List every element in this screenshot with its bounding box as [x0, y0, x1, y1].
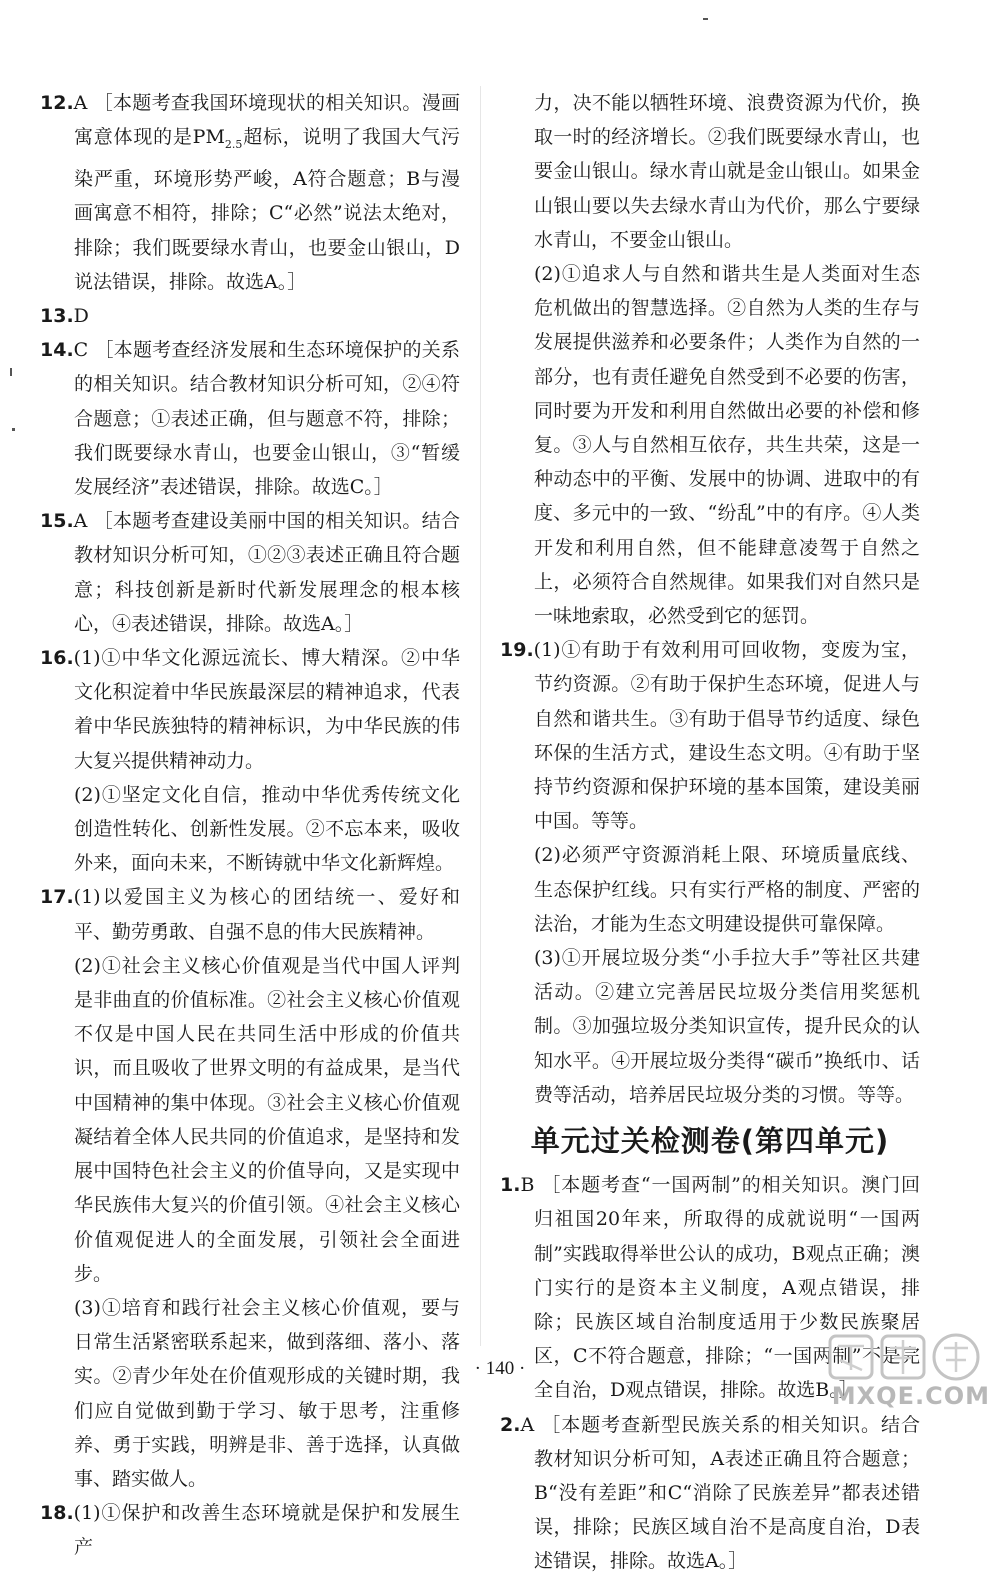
scan-mark — [703, 18, 708, 20]
question-number: 15. — [40, 510, 74, 533]
answer-text: (1)以爱国主义为核心的团结统一、爱好和平、勤劳勇敢、自强不息的伟大民族精神。 — [73, 886, 460, 943]
question-number: 16. — [40, 647, 74, 670]
question-number: 12. — [40, 92, 74, 114]
answer-text: B ［本题考查“一国两制”的相关知识。澳门回归祖国20年来，所取得的成就说明“一国两制”实践取得举世公认的成功，B观点正确；澳门实行的是资本主义制度，A观点错误，排除；民族区域自治制度适用于少数民族聚居区，C不符合题意，排除；“一国两制”不是完全自治，D观点错误，排除。故选B。］ — [520, 1174, 920, 1402]
answer-text: C ［本题考查经济发展和生态环境保护的关系的相关知识。结合教材知识分析可知，②④符合题意；①表述正确，但与题意不符，排除；我们既要绿水青山，也要金山银山，③“暂缓发展经济”表述错误，排除。故选C。］ — [73, 339, 460, 499]
left-column — [40, 86, 460, 1565]
answer-item-17 — [40, 880, 460, 948]
answer-item-14 — [40, 333, 460, 504]
answer-item-18 — [40, 1496, 460, 1564]
answer-subpart: (3)①培育和践行社会主义核心价值观，要与日常生活紧密联系起来，做到落细、落小、落实。②青少年处在价值观形成的关键时期，我们应自觉做到勤于学习、敏于思考，注重修养、勇于实践，明辨是非、善于选择，认真做事、踏实做人。 — [74, 1296, 460, 1490]
answer-text: (1)①有助于有效利用可回收物，变废为宝，节约资源。②有助于保护生态环境，促进人与自然和谐共生。③有助于倡导节约适度、绿色环保的生活方式，建设生态文明。④有助于坚持节约资源和保护环境的基本国策，建设美丽中国。等等。 — [533, 639, 920, 833]
answer-item-15 — [40, 504, 460, 641]
answer-text: (1)①中华文化源远流长、博大精深。②中华文化积淀着中华民族最深层的精神追求，代表着中华民族独特的精神标识，为中华民族的伟大复兴提供精神动力。 — [73, 647, 460, 772]
answer-item-16 — [40, 641, 460, 778]
answer-text: 超标，说明了我国大气污染严重，环境形势严峻，A符合题意；B与漫画寓意不相符，排除；C“必然”说法太绝对，排除；我们既要绿水青山，也要金山银山，D说法错误，排除。故选A。］ — [74, 126, 460, 293]
question-number: 13. — [40, 305, 74, 328]
subscript: 2.5 — [224, 138, 243, 151]
question-number: 1. — [500, 1174, 521, 1197]
answer-item-19 — [500, 633, 920, 838]
answer-text: A ［本题考查我国环境现状的相关知识。漫画寓意体现的是PM — [73, 92, 460, 149]
page-number: · 140 · — [474, 1358, 526, 1379]
answer-subpart: (2)①坚定文化自信，推动中华优秀传统文化创造性转化、创新性发展。②不忘本来，吸收外来，面向未来，不断铸就中华文化新辉煌。 — [74, 783, 460, 875]
answer-continuation: 力，决不能以牺牲环境、浪费资源为代价，换取一时的经济增长。②我们既要绿水青山，也要金山银山。绿水青山就是金山银山。如果金山银山要以失去绿水青山为代价，那么宁要绿水青山，不要金山银山。 — [534, 92, 920, 251]
question-number: 2. — [500, 1413, 521, 1436]
question-number: 18. — [40, 1502, 74, 1525]
column-divider — [480, 86, 481, 1346]
answer-text: (1)①保护和改善生态环境就是保护和发展生产 — [73, 1502, 460, 1559]
answer-item-13 — [40, 299, 460, 333]
answer-text: A ［本题考查新型民族关系的相关知识。结合教材知识分析可知，A表述正确且符合题意；B“没有差距”和C“消除了民族差异”都表述错误，排除；民族区域自治不是高度自治，D表述错误，排除。故选A。］ — [520, 1413, 920, 1573]
scan-mark — [10, 368, 12, 376]
answer-item-12 — [40, 86, 460, 299]
answer-subpart: (2)①社会主义核心价值观是当代中国人评判是非曲直的价值标准。②社会主义核心价值观不仅是中国人民在共同生活中形成的价值共识，而且吸收了世界文明的有益成果，是当代中国精神的集中体现。③社会主义核心价值观凝结着全体人民共同的价值追求，是坚持和发展中国特色社会主义的价值导向，又是实现中华民族伟大复兴的价值引领。④社会主义核心价值观促进人的全面发展，引领社会全面进步。 — [74, 954, 460, 1285]
answer-text: A ［本题考查建设美丽中国的相关知识。结合教材知识分析可知，①②③表述正确且符合题意；科技创新是新时代新发展理念的根本核心，④表述错误，排除。故选A。］ — [73, 510, 460, 635]
section-title: 单元过关检测卷(第四单元) — [530, 1124, 890, 1159]
answer-item-2 — [500, 1408, 920, 1579]
answer-subpart: (3)①开展垃圾分类“小手拉大手”等社区共建活动。②建立完善居民垃圾分类信用奖惩机制。③加强垃圾分类知识宣传，提升民众的认知水平。④开展垃圾分类得“碳币”换纸巾、话费等活动，培养居民垃圾分类的习惯。等等。 — [534, 947, 920, 1106]
answer-subpart: (2)①追求人与自然和谐共生是人类面对生态危机做出的智慧选择。②自然为人类的生存与发展提供滋养和必要条件；人类作为自然的一部分，也有责任避免自然受到不必要的伤害，同时要为开发和利用自然做出必要的补偿和修复。③人与自然相互依存，共生共荣，这是一种动态中的平衡、发展中的协调、进取中的有度、多元中的一致、“纷乱”中的有序。④人类开发和利用自然，但不能肆意凌驾于自然之上，必须符合自然规律。如果我们对自然只是一味地索取，必然受到它的惩罚。 — [534, 263, 920, 628]
watermark-text: MXQE.COM — [831, 1382, 990, 1410]
answer-text: D — [73, 305, 89, 328]
watermark-logo — [790, 1330, 990, 1412]
scan-mark — [12, 428, 15, 431]
question-number: 19. — [500, 639, 534, 662]
watermark-icon — [790, 1330, 990, 1386]
question-number: 17. — [40, 886, 74, 909]
question-number: 14. — [40, 339, 74, 362]
answer-subpart: (2)必须严守资源消耗上限、环境质量底线、生态保护红线。只有实行严格的制度、严密的法治，才能为生态文明建设提供可靠保障。 — [534, 844, 920, 935]
